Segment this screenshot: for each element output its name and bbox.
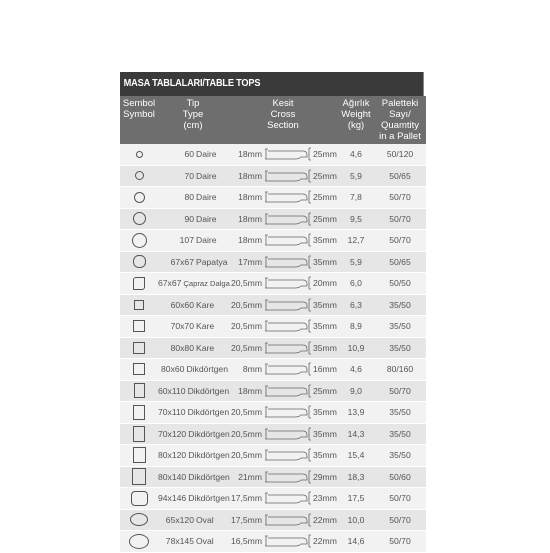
section-cell [228, 445, 338, 466]
edge-profile-icon [265, 384, 311, 398]
symbol-cell [120, 295, 158, 316]
edge-profile-icon [265, 319, 311, 333]
type-name: Daire [196, 192, 217, 203]
pallet-cell: 35/50 [389, 342, 411, 353]
edge-profile-icon [265, 534, 311, 548]
table-row [120, 316, 426, 338]
section-thickness: 18mm [238, 385, 262, 396]
circle-symbol-icon [135, 171, 144, 180]
type-cell [158, 381, 228, 402]
rectangle-symbol-icon [134, 383, 145, 398]
type-name: Dikdörtgen [188, 450, 230, 461]
pallet-cell: 50/65 [389, 170, 411, 181]
section-cell [228, 252, 338, 273]
section-thickness: 20,5mm [230, 342, 262, 353]
section-cell [228, 488, 338, 509]
pallet-cell: 50/70 [389, 514, 411, 525]
section-thickness: 18mm [238, 235, 262, 246]
section-thickness: 20,5mm [230, 278, 262, 289]
table-row [120, 445, 426, 467]
type-cell [158, 402, 228, 423]
type-name: Daire [196, 149, 217, 160]
symbol-cell [120, 252, 158, 273]
type-cell [158, 144, 228, 165]
weight-cell: 12,7 [347, 235, 365, 246]
table-row [120, 273, 426, 295]
section-edge: 35mm [313, 428, 337, 439]
pallet-cell: 50/50 [389, 278, 411, 289]
table-row [120, 402, 426, 424]
edge-profile-icon [265, 491, 311, 505]
header-symbol-en: Symbol [123, 109, 155, 120]
header-weight-tr: Ağırlık [342, 98, 370, 109]
header-section-en1: Cross [270, 109, 296, 120]
section-cell [228, 295, 338, 316]
symbol-cell [120, 510, 158, 531]
type-name: Kare [196, 342, 215, 353]
weight-cell: 9,5 [350, 213, 362, 224]
section-edge: 25mm [313, 192, 337, 203]
pallet-cell: 50/70 [389, 536, 411, 547]
header-pallet-tr: Paletteki Sayı/ [381, 98, 419, 120]
pallet-cell: 50/70 [389, 235, 411, 246]
table-row [120, 144, 426, 166]
type-name: Dikdörtgen [187, 385, 230, 396]
weight-cell: 15,4 [347, 450, 365, 461]
header-pallet-en1: Quamtity [380, 120, 419, 131]
type-cell [158, 338, 228, 359]
weight-cell: 8,9 [350, 321, 362, 332]
weight-cell: 7,8 [350, 192, 362, 203]
edge-profile-icon [265, 169, 311, 183]
section-thickness: 21mm [238, 471, 262, 482]
section-edge: 25mm [313, 385, 337, 396]
type-name: Dikdörtgen [188, 471, 230, 482]
type-dimension: 70x110 [158, 407, 186, 418]
type-name: Daire [196, 170, 217, 181]
header-type-en: Type [182, 109, 204, 120]
header-type-tr: Tip [186, 98, 200, 109]
section-cell [228, 187, 338, 208]
section-cell [228, 273, 338, 294]
type-cell [158, 424, 228, 445]
section-cell [228, 381, 338, 402]
type-name: Dikdörtgen [187, 407, 230, 418]
section-edge: 25mm [313, 170, 337, 181]
type-dimension: 60 [184, 149, 194, 160]
type-cell [158, 531, 228, 552]
type-cell [158, 252, 228, 273]
section-cell [228, 338, 338, 359]
section-cell [228, 424, 338, 445]
section-thickness: 20,5mm [230, 321, 262, 332]
section-edge: 25mm [313, 213, 337, 224]
weight-cell: 4,6 [350, 149, 362, 160]
weight-cell: 14,6 [347, 536, 365, 547]
section-cell [228, 531, 338, 552]
pallet-cell: 50/65 [389, 256, 411, 267]
header-weight [338, 96, 374, 144]
circle-symbol-icon [134, 192, 145, 203]
daisy-symbol-icon [133, 255, 146, 268]
symbol-cell [120, 402, 158, 423]
pallet-cell: 50/60 [389, 471, 411, 482]
symbol-cell [120, 230, 158, 251]
table-row [120, 531, 426, 553]
section-thickness: 20,5mm [230, 299, 262, 310]
type-name: Çapraz Dalga [183, 278, 230, 288]
edge-profile-icon [265, 233, 311, 247]
type-cell [158, 467, 228, 488]
section-thickness: 20,5mm [230, 407, 262, 418]
section-thickness: 17,5mm [230, 493, 262, 504]
weight-cell: 6,0 [350, 278, 362, 289]
header-pallet-en2: in a Pallet [379, 131, 421, 142]
symbol-cell [120, 273, 158, 294]
symbol-cell [120, 467, 158, 488]
symbol-cell [120, 187, 158, 208]
table-body [120, 144, 426, 553]
weight-cell: 10,9 [347, 342, 365, 353]
type-cell [158, 273, 228, 294]
symbol-cell [120, 424, 158, 445]
type-cell [158, 230, 228, 251]
section-edge: 35mm [313, 342, 337, 353]
table-row [120, 187, 426, 209]
table-row [120, 230, 426, 252]
symbol-cell [120, 445, 158, 466]
type-cell [158, 209, 228, 230]
type-dimension: 70 [184, 170, 194, 181]
table-header [120, 96, 426, 144]
symbol-cell [120, 144, 158, 165]
weight-cell: 17,5 [347, 493, 365, 504]
weight-cell: 6,3 [350, 299, 362, 310]
table-row [120, 252, 426, 274]
pallet-cell: 35/50 [389, 428, 411, 439]
weight-cell: 14,3 [347, 428, 365, 439]
section-edge: 22mm [313, 514, 337, 525]
circle-symbol-icon [136, 151, 143, 158]
section-edge: 35mm [313, 407, 337, 418]
type-name: Oval [196, 514, 214, 525]
header-section-en2: Section [267, 120, 299, 131]
weight-cell: 13,9 [347, 407, 365, 418]
weight-cell: 5,9 [350, 170, 362, 181]
type-name: Daire [196, 213, 217, 224]
edge-profile-icon [265, 362, 311, 376]
rectangle-symbol-icon [133, 447, 146, 463]
symbol-cell [120, 209, 158, 230]
square-symbol-icon [133, 363, 145, 375]
section-edge: 22mm [313, 536, 337, 547]
symbol-cell [120, 316, 158, 337]
type-cell [158, 488, 228, 509]
symbol-cell [120, 359, 158, 380]
edge-profile-icon [265, 190, 311, 204]
oval-symbol-icon [130, 513, 148, 526]
section-thickness: 17mm [238, 256, 262, 267]
table-row [120, 359, 426, 381]
edge-profile-icon [265, 427, 311, 441]
section-thickness: 18mm [238, 213, 262, 224]
table-row [120, 467, 426, 489]
section-edge: 20mm [313, 278, 337, 289]
edge-profile-icon [265, 470, 311, 484]
pallet-cell: 50/120 [386, 149, 414, 160]
header-section [228, 96, 338, 144]
weight-cell: 5,9 [350, 256, 362, 267]
edge-profile-icon [265, 448, 311, 462]
section-thickness: 18mm [238, 192, 262, 203]
type-name: Oval [196, 536, 214, 547]
type-name: Daire [196, 235, 217, 246]
section-edge: 29mm [313, 471, 337, 482]
symbol-cell [120, 338, 158, 359]
section-cell [228, 402, 338, 423]
type-dimension: 65x120 [165, 514, 194, 525]
section-thickness: 20,5mm [230, 450, 262, 461]
type-name: Kare [196, 299, 215, 310]
square-symbol-icon [133, 320, 145, 332]
section-thickness: 17,5mm [230, 514, 262, 525]
type-cell [158, 445, 228, 466]
type-dimension: 60x60 [170, 299, 194, 310]
section-edge: 35mm [313, 450, 337, 461]
section-thickness: 18mm [238, 170, 262, 181]
type-name: Dikdörtgen [188, 493, 230, 504]
type-dimension: 80x60 [161, 364, 185, 375]
weight-cell: 4,6 [350, 364, 362, 375]
pallet-cell: 80/160 [386, 364, 414, 375]
circle-symbol-icon [133, 212, 146, 225]
edge-profile-icon [265, 212, 311, 226]
section-thickness: 8mm [242, 364, 262, 375]
edge-profile-icon [265, 255, 311, 269]
pallet-cell: 35/50 [389, 299, 411, 310]
section-edge: 25mm [313, 149, 337, 160]
circle-symbol-icon [132, 233, 147, 248]
type-cell [158, 510, 228, 531]
header-type [158, 96, 228, 144]
weight-cell: 18,3 [347, 471, 365, 482]
rectangle-symbol-icon [133, 405, 145, 420]
type-name: Papatya [196, 256, 228, 267]
square-symbol-icon [134, 300, 144, 310]
pallet-cell: 50/70 [389, 192, 411, 203]
symbol-cell [120, 381, 158, 402]
header-weight-en: Weight [341, 109, 371, 120]
type-dimension: 107 [179, 235, 194, 246]
type-dimension: 80x80 [170, 342, 194, 353]
type-dimension: 80x140 [158, 471, 187, 482]
header-symbol-tr: Sembol [122, 98, 156, 109]
table-row [120, 488, 426, 510]
type-dimension: 60x110 [158, 385, 186, 396]
edge-profile-icon [265, 341, 311, 355]
header-pallet [374, 96, 426, 144]
table-row [120, 295, 426, 317]
section-edge: 35mm [313, 235, 337, 246]
section-edge: 23mm [313, 493, 337, 504]
pallet-cell: 35/50 [389, 450, 411, 461]
section-thickness: 18mm [238, 149, 262, 160]
section-cell [228, 209, 338, 230]
symbol-cell [120, 166, 158, 187]
type-dimension: 78x145 [165, 536, 194, 547]
section-cell [228, 467, 338, 488]
table-title: MASA TABLALARI/TABLE TOPS [120, 72, 424, 96]
type-dimension: 80x120 [158, 450, 187, 461]
header-weight-unit: (kg) [347, 120, 365, 131]
type-dimension: 67x67 [170, 256, 194, 267]
type-dimension: 94x146 [158, 493, 187, 504]
section-edge: 35mm [313, 321, 337, 332]
oval-symbol-icon [129, 534, 149, 549]
section-edge: 35mm [313, 256, 337, 267]
table-row [120, 424, 426, 446]
type-cell [158, 316, 228, 337]
type-name: Dikdörtgen [186, 364, 228, 375]
section-cell [228, 144, 338, 165]
weight-cell: 10,0 [347, 514, 365, 525]
type-dimension: 80 [184, 192, 194, 203]
type-dimension: 70x120 [158, 428, 187, 439]
pallet-cell: 50/70 [389, 385, 411, 396]
square-symbol-icon [133, 342, 145, 354]
pallet-cell: 50/70 [389, 213, 411, 224]
type-dimension: 67x67 [158, 278, 182, 289]
section-edge: 35mm [313, 299, 337, 310]
type-name: Dikdörtgen [188, 428, 230, 439]
header-section-tr: Kesit [272, 98, 294, 109]
rounded-rectangle-symbol-icon [131, 491, 148, 506]
symbol-cell [120, 488, 158, 509]
section-thickness: 20,5mm [230, 428, 262, 439]
type-dimension: 70x70 [170, 321, 194, 332]
table-row [120, 209, 426, 231]
pallet-cell: 35/50 [389, 321, 411, 332]
section-edge: 16mm [313, 364, 337, 375]
section-thickness: 16,5mm [230, 536, 262, 547]
edge-profile-icon [265, 147, 311, 161]
edge-profile-icon [265, 405, 311, 419]
wave-square-symbol-icon [133, 277, 145, 290]
type-cell [158, 166, 228, 187]
rectangle-symbol-icon [132, 468, 146, 485]
section-cell [228, 510, 338, 531]
type-cell [158, 187, 228, 208]
header-type-unit: (cm) [183, 120, 203, 131]
type-cell [158, 295, 228, 316]
table-row [120, 338, 426, 360]
type-cell [158, 359, 228, 380]
pallet-cell: 50/70 [389, 493, 411, 504]
table-row [120, 510, 426, 532]
symbol-cell [120, 531, 158, 552]
edge-profile-icon [265, 513, 311, 527]
section-cell [228, 166, 338, 187]
header-symbol [120, 96, 158, 144]
table-row [120, 166, 426, 188]
edge-profile-icon [265, 298, 311, 312]
pallet-cell: 35/50 [389, 407, 411, 418]
rectangle-symbol-icon [133, 426, 145, 442]
edge-profile-icon [265, 276, 311, 290]
section-cell [228, 316, 338, 337]
weight-cell: 9,0 [350, 385, 362, 396]
type-dimension: 90 [184, 213, 194, 224]
table-tops-table [120, 72, 426, 553]
section-cell [228, 359, 338, 380]
section-cell [228, 230, 338, 251]
type-name: Kare [196, 321, 215, 332]
table-row [120, 381, 426, 403]
